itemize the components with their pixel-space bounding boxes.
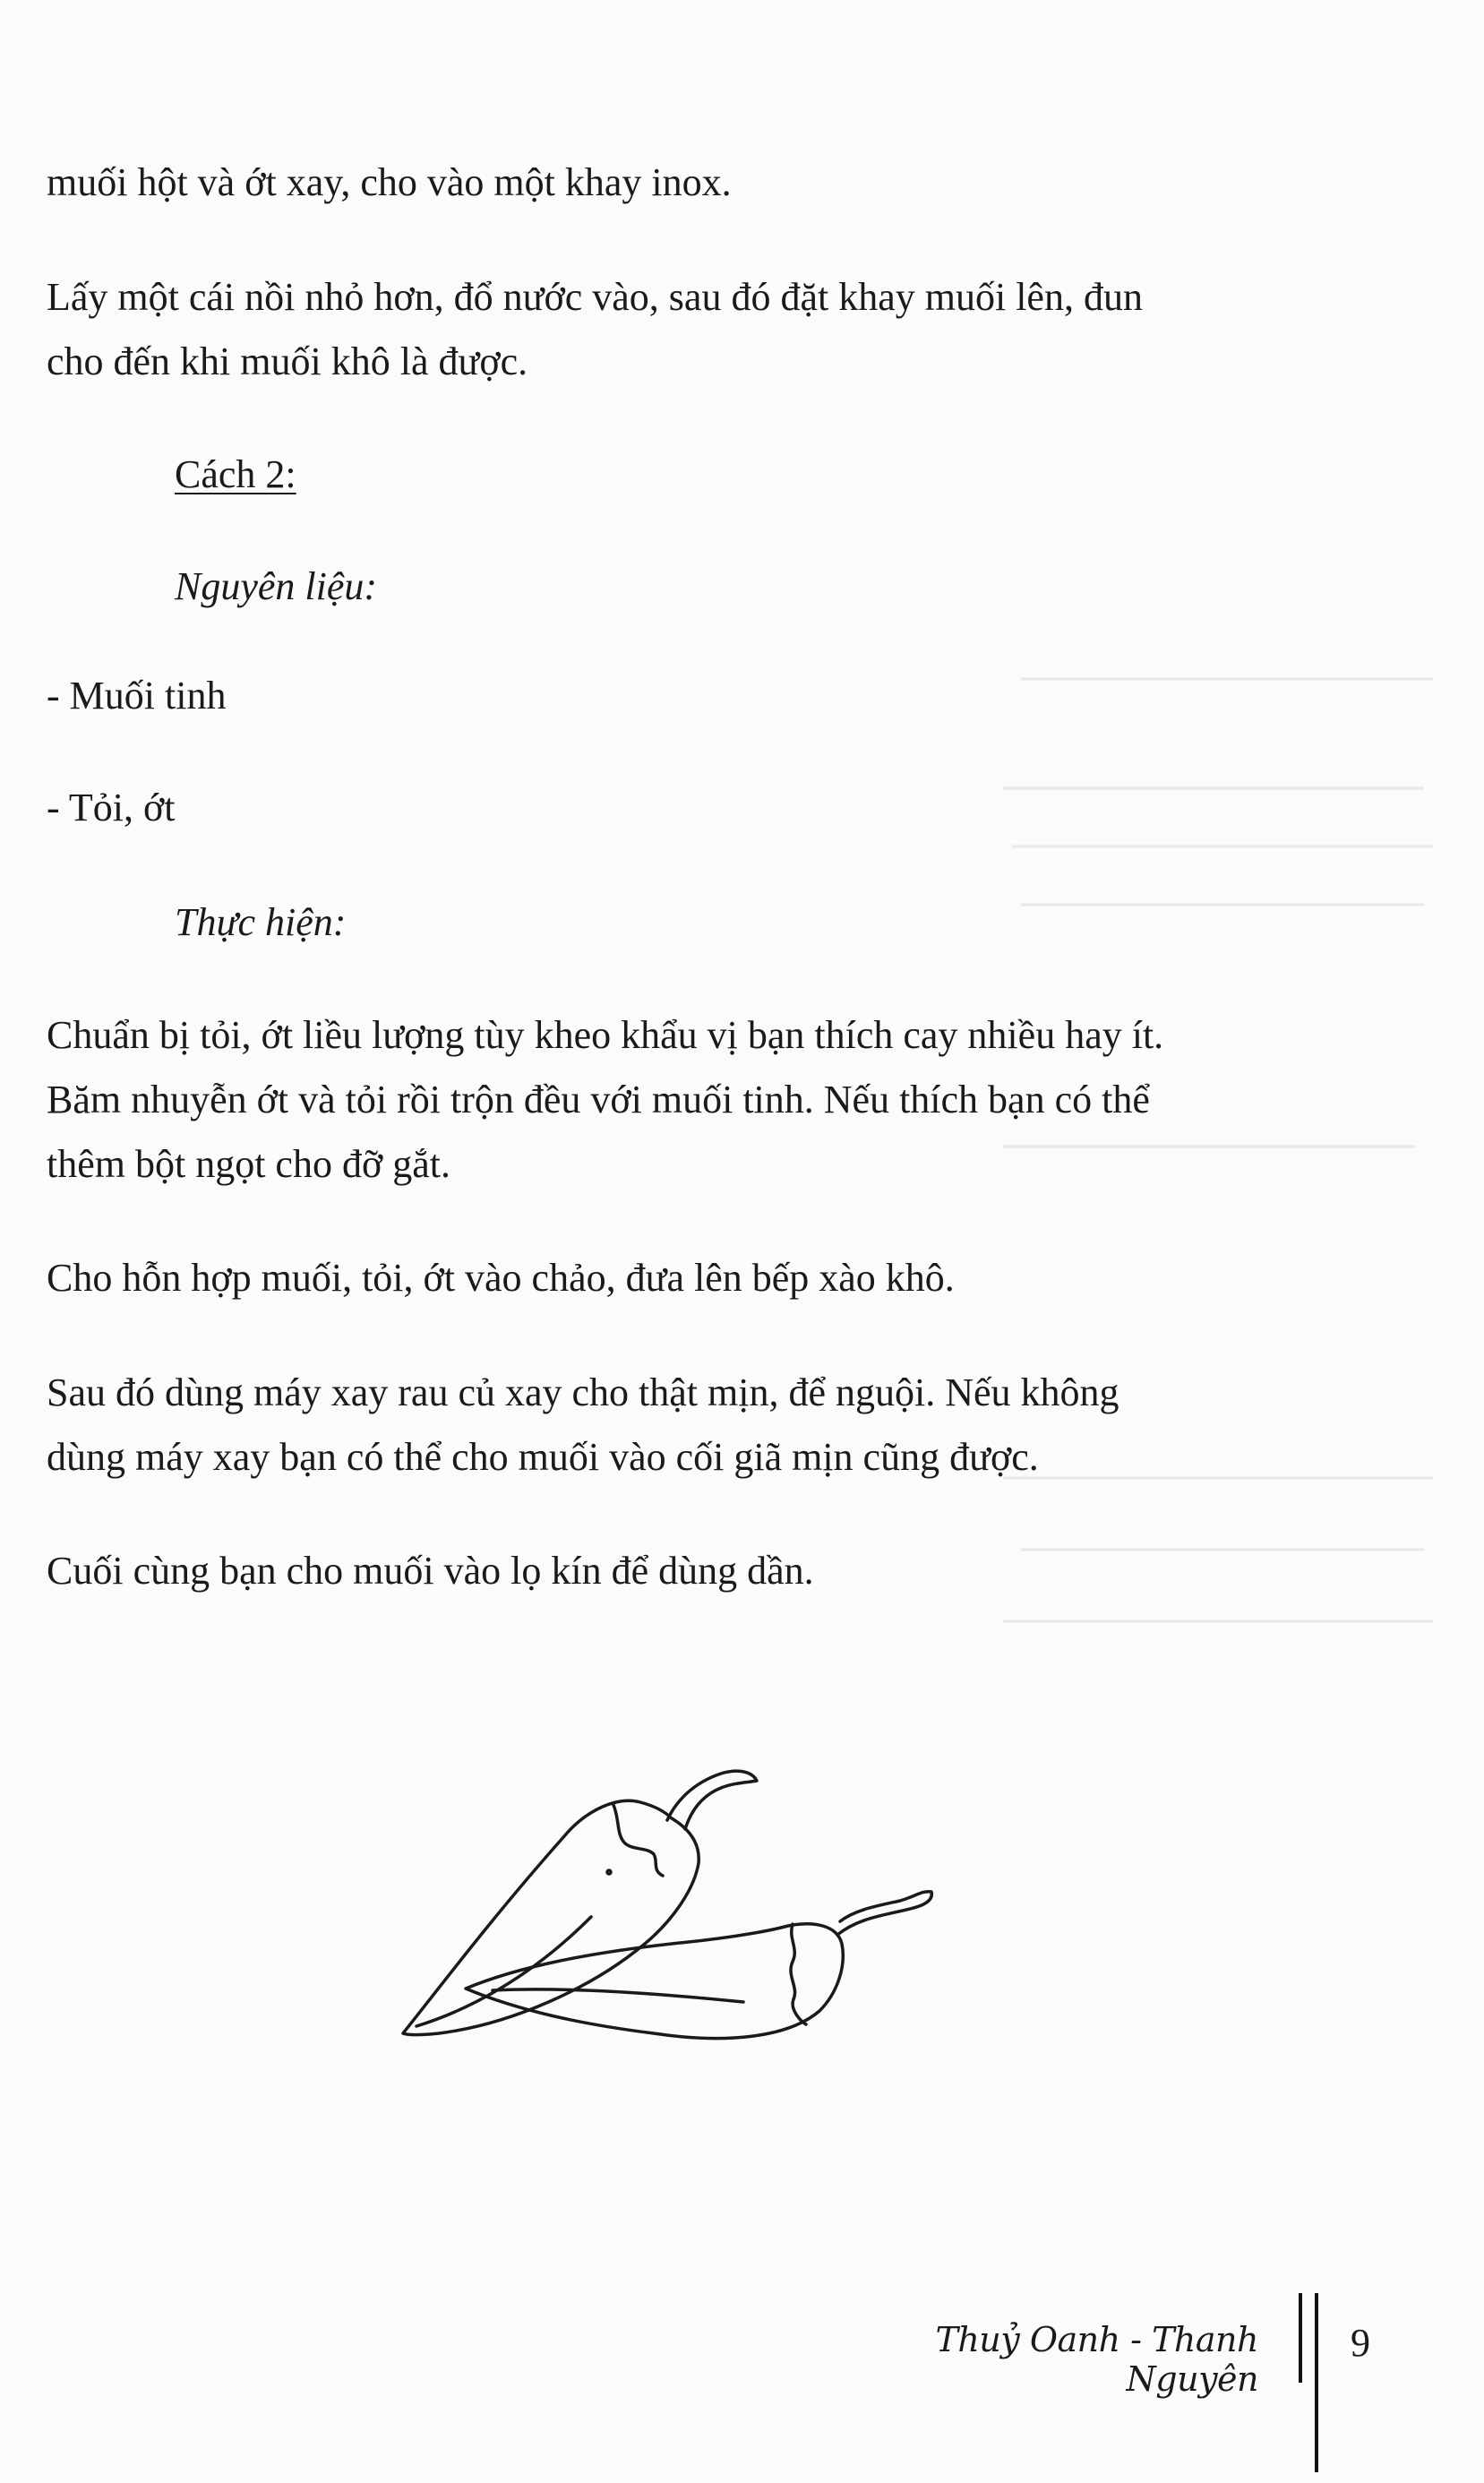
paragraph-3-line-1: Chuẩn bị tỏi, ớt liều lượng tùy kheo khẩu vị bạn thích cay nhiều hay ít. xyxy=(47,1013,1164,1057)
paragraph-2-line-1: Lấy một cái nồi nhỏ hơn, đổ nước vào, sau đó đặt khay muối lên, đun xyxy=(47,275,1143,319)
page-number: 9 xyxy=(1351,2321,1370,2365)
paragraph-1: muối hột và ớt xay, cho vào một khay inox. xyxy=(47,160,732,204)
steps-heading: Thực hiện: xyxy=(175,900,347,944)
paragraph-3-line-2: Băm nhuyễn ớt và tỏi rồi trộn đều với muối tinh. Nếu thích bạn có thể xyxy=(47,1078,1150,1121)
paragraph-5-line-1: Sau đó dùng máy xay rau củ xay cho thật mịn, để nguội. Nếu không xyxy=(47,1370,1119,1414)
paragraph-2-line-2: cho đến khi muối khô là được. xyxy=(47,339,528,383)
footer-divider-long xyxy=(1315,2293,1318,2472)
footer-author: Thuỷ Oanh - Thanh Nguyên xyxy=(935,2320,1258,2399)
show-through-decoration xyxy=(1003,582,1451,1836)
paragraph-6: Cuối cùng bạn cho muối vào lọ kín để dùng dần. xyxy=(47,1549,814,1593)
ingredient-item-salt: - Muối tinh xyxy=(47,674,227,717)
method-heading: Cách 2: xyxy=(175,452,296,496)
chili-peppers-icon xyxy=(385,1765,1012,2060)
ingredients-heading: Nguyên liệu: xyxy=(175,564,378,608)
paragraph-3-line-3: thêm bột ngọt cho đỡ gắt. xyxy=(47,1142,450,1186)
paragraph-5-line-2: dùng máy xay bạn có thể cho muối vào cối giã mịn cũng được. xyxy=(47,1435,1039,1479)
paragraph-4: Cho hỗn hợp muối, tỏi, ớt vào chảo, đưa lên bếp xào khô. xyxy=(47,1256,955,1300)
ingredient-item-garlic-chili: - Tỏi, ớt xyxy=(47,786,176,829)
footer-divider xyxy=(1299,2293,1302,2383)
